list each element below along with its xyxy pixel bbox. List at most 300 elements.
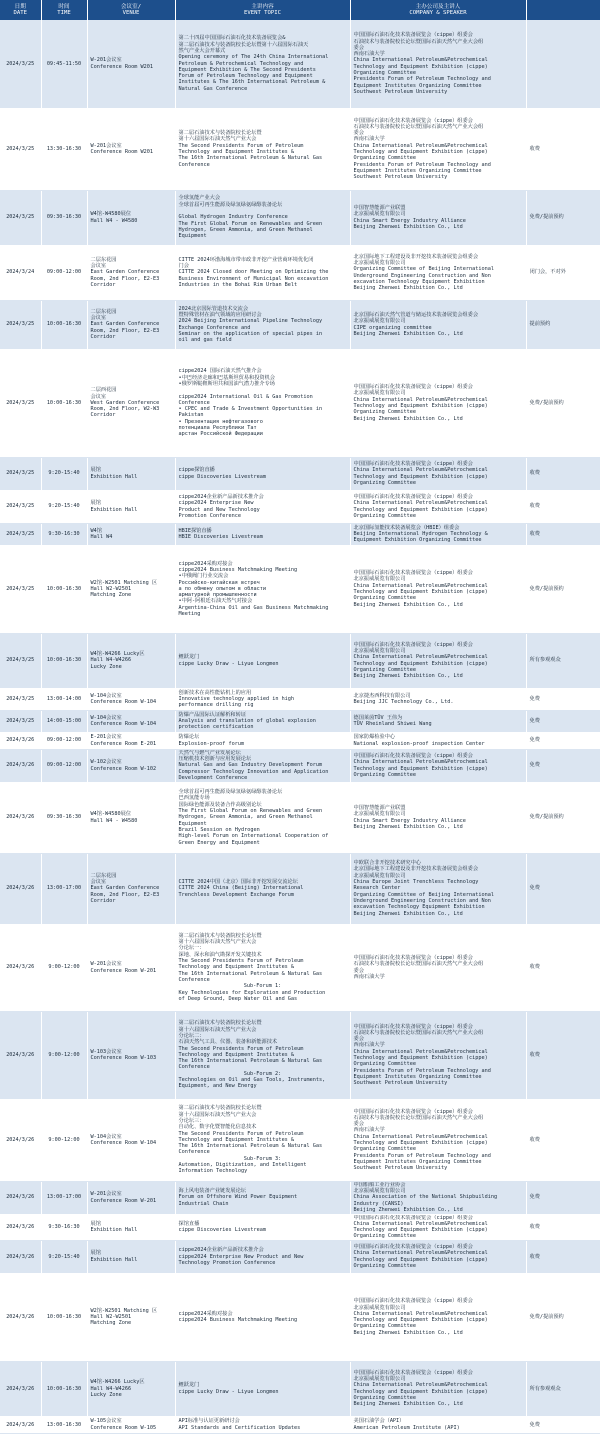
topic-line: Compressor Technology Innovation and Application [178,768,329,775]
topic-line: cippe2024 International Oil & Gas Promotion [178,393,313,400]
note-line: 免费/提前预约 [529,814,564,821]
venue-line: 会议室 [90,879,107,886]
table-row [0,545,600,633]
topic-line: 全球氢能产业大会 [178,195,221,202]
cell-time: 9:20-15:40 [41,1240,87,1273]
venue-line: Conference Room W-105 [90,1424,157,1431]
topic-line: Conference [178,976,210,983]
table-row [0,710,600,732]
topic-line: Equipment [178,233,207,240]
company-line: 中国国际石油石化技术装备展览会（cippe）组委会 [353,117,473,124]
company-line: China International Petroleum&Petrochemical [353,500,488,507]
company-line: Organizing Committee [353,512,416,519]
topic-line: Equipment Exhibition & The Second Presidents [178,66,316,73]
topic-line: cippe2024采购对接会 [178,560,233,567]
topic-line: CITTE 2024中国（北京）国际非开挖发展交流论坛 [178,879,298,886]
topic-line: of Deep Ground, Deep Water Oil and Gas [178,995,298,1002]
venue-line: Hall W4-W4266 [90,1385,132,1392]
company-line: China International Petroleum&Petrochemical [353,654,488,661]
note-line: 收费 [529,145,540,152]
note-line: 免费 [529,737,540,744]
topic-line: Green Energy and Equipment [178,839,260,846]
note-line: 收费 [529,530,540,537]
company-line: TÜV Rheinland Shiwei Wang [353,721,432,727]
note-line: 收费 [529,964,540,971]
topic-line: 压缩机技术创新与应用发展论坛 [178,756,252,763]
company-line: China International Petroleum&Petrochemical [353,582,488,589]
cell-date: 2024/3/25 [0,108,41,190]
table-row [0,1181,600,1214]
cell-note [526,1416,600,1433]
company-line: 中国国际石油石化技术装备展览会（cippe）组委会 [353,1244,473,1251]
topic-line: Argentina-China Oil and Gas Business Matchmaking [178,604,329,611]
cell-date: 2024/3/26 [0,1361,41,1416]
cell-venue [87,245,175,300]
venue-line: 展馆 [90,1220,101,1227]
topic-line: CITTE 2024 Closed door Meeting on Optimizing the [178,269,329,276]
cell-note [526,924,600,1011]
company-line: Industry (CANSI) [353,1200,404,1207]
topic-line: cippe2024采购对接会 [178,1310,233,1317]
company-line: 中国智慧能源产业联盟 [353,804,406,811]
venue-line: Hall W4 - W4580 [90,817,138,824]
topic-line: The Second Presidents Forum of Petroleum [178,1045,304,1052]
cell-date: 2024/3/25 [0,457,41,490]
topic-line: Conference [178,399,210,406]
company-line: Organizing Committee [353,1146,416,1153]
company-line: 北京国际地下工程建设及非开挖技术装备展览会组委会 [353,253,479,260]
topic-line: Forum of Petroleum Technology and Equipment [178,73,313,80]
cell-company [350,853,526,924]
company-line: 中国国际石油石化技术装备展览会（cippe）组委会 [353,570,473,577]
cell-time: 9:00-12:00 [41,1099,87,1181]
venue-line: Conference Room W-104 [90,699,157,705]
topic-line: Technology and Equipment Institutes & [178,149,295,155]
company-line: Technology and Equipment Exhibition (cippe) [353,1317,488,1324]
table-row [0,1416,600,1433]
company-line: 石油技术与装备院校长论坛暨国际石油天然气产业大会组 [353,1114,484,1121]
company-line: Underground Engineering Construction and Non [353,897,491,904]
company-line: 西南石油大学 [353,1042,385,1049]
venue-line: Exhibition Hall [90,1256,138,1263]
venue-line: Hall W2-W2501 [90,585,132,592]
venue-line: Room, 2nd Floor, E2-E3 [90,891,160,898]
cell-note [526,1214,600,1240]
venue-line: W-201会议室 [90,57,122,64]
venue-line: Exhibition Hall [90,1227,138,1234]
header-row [0,0,600,20]
cell-time: 13:30-16:30 [41,108,87,190]
cell-venue [87,523,175,545]
cell-topic [175,457,350,490]
table-row [0,1099,600,1181]
cell-note [526,782,600,853]
venue-line: Conference Room W201 [90,63,153,70]
company-line: 委会 [353,1036,364,1043]
company-line: 中国国际石油石化技术装备展览会（cippe）组委会 [353,493,473,500]
cell-company [350,108,526,190]
note-line: 免费 [529,885,540,892]
table-row [0,633,600,688]
header-topic: 主讲内容 EVENT TOPIC [175,0,350,20]
company-line: Organizing Committee [353,1394,416,1401]
venue-line: W4馆 [90,527,102,534]
topic-line: 防爆论坛 [178,734,200,741]
cell-venue [87,349,175,457]
company-line: Organizing Committee [353,595,416,602]
topic-line: 第二届石油技术与装备院校长论坛暨 [178,130,262,137]
venue-line: 展馆 [90,467,101,474]
table-row [0,349,600,457]
venue-line: East Garden Conference [90,885,160,892]
venue-line: Hall W4 [90,534,113,540]
topic-line: потенциала Республики Тат [178,425,257,432]
cell-topic [175,1011,350,1099]
company-line: 北京振威展览有限公司 [353,211,406,218]
cell-date: 2024/3/26 [0,732,41,749]
topic-line: Trenchless Development Exchange Forum [178,891,295,898]
venue-line: East Garden Conference [90,321,160,328]
company-line: Equipment Institutes Organizing Committee [353,1158,482,1165]
company-line: CIPE organizing committee [353,324,432,331]
company-line: Equipment Institutes Organizing Committee [353,82,482,89]
topic-line: 第十六届国际石油天然气产业大会 [178,1111,257,1118]
topic-line: 全球首届可再生能源及绿氢绿氨绿醇装备论坛 [178,789,283,796]
cell-time: 13:00-14:00 [41,688,87,710]
company-line: 北京振威展览有限公司 [353,576,406,583]
company-line: Southwest Petroleum University [353,174,448,181]
company-line: China International Petroleum&Petrochemical [353,1382,488,1389]
company-line: 中国国际石油石化技术装备展览会（cippe）组委会 [353,1108,473,1115]
topic-line: The 16th International Petroleum & Natural Gas [178,1058,323,1065]
topic-line: Conference [178,1149,210,1156]
venue-line: E-201会议室 [90,734,122,741]
schedule-body [0,20,600,1433]
topic-line: cippe2024企业新产品新技术推介会 [178,1247,264,1254]
topic-line: Technology and Equipment Institutes & [178,1136,295,1143]
topic-line: cippe2024 Enterprise New [178,500,254,507]
topic-line: 第十六届国际石油天然气产业大会 [178,1026,257,1033]
cell-time: 10:00-16:30 [41,1273,87,1361]
venue-line: East Garden Conference [90,269,160,276]
venue-line: Matching Zone [90,592,132,599]
venue-line: 会议室 [90,393,107,400]
cell-time: 09:30-16:30 [41,190,87,245]
topic-line: High-level Forum on International Cooperation of [178,833,329,840]
topic-line: The 16th International Petroleum & Natural Gas [178,970,323,977]
topic-line: 创新技术在高性能钻机上的应用 [178,689,252,696]
topic-line: 第二十四届中国国际石油石化技术装备展览会& [178,35,286,42]
topic-line: 探馆直播 [178,1220,200,1227]
topic-line: •中巴经济走廊和巴基斯坦贸易和投资机会 [178,374,275,381]
cell-note [526,349,600,457]
topic-line: HBIE Discoveries Livestream [178,534,263,540]
company-line: American Petroleum Institute (API) [353,1424,460,1431]
company-line: 石油技术与装备院校长论坛暨国际石油天然气产业大会组 [353,38,484,45]
topic-line: Sub-Forum 1: [243,983,282,990]
venue-line: Conference Room W-103 [90,1055,157,1061]
topic-line: The Second Presidents Forum of Petroleum [178,958,304,965]
company-line: Organizing Committee [353,1061,416,1068]
venue-line: Hall W4 - W4580 [90,217,138,224]
topic-line: Petroleum & Petrochemical Technology and [178,60,304,67]
company-line: China International Petroleum&Petrochemical [353,142,488,149]
cell-company [350,1181,526,1214]
company-line: 委会 [353,1121,364,1128]
topic-line: 鲤跃龙门 [178,654,200,661]
venue-line: 二层东花园 [90,256,117,263]
topic-line: Analysis and translation of global explosion [178,717,316,724]
cell-note [526,108,600,190]
topic-line: cippe Discoveries Livestream [178,473,266,480]
venue-line: W4馆-W4580展位 [90,811,132,818]
venue-line: 展馆 [90,500,101,507]
cell-topic [175,688,350,710]
cell-note [526,523,600,545]
company-line: Technology and Equipment Exhibition (cippe) [353,765,488,772]
cell-date: 2024/3/25 [0,349,41,457]
note-line: 收费 [529,1253,540,1260]
cell-venue [87,633,175,688]
topic-line: Explosion-proof forum [178,740,245,747]
company-line: excavation Technology Equipment Exhibition [353,904,485,911]
cell-time: 9:30-16:30 [41,523,87,545]
cell-topic [175,300,350,349]
cell-time: 9:00-12:00 [41,1011,87,1099]
topic-line: API Standards and Certification Updates [178,1424,301,1431]
venue-line: W2馆-W2501 Matching 区 [90,1307,158,1314]
cell-venue [87,749,175,782]
company-line: China International Petroleum&Petrochemical [353,759,488,766]
venue-line: W-102会议室 [90,759,122,766]
topic-line: The 16th International Petroleum & Natural Gas [178,155,323,162]
company-line: 委会 [353,130,364,137]
cell-venue [87,300,175,349]
topic-line: Meeting [178,611,201,618]
topic-line: арстан Российской Федерации [178,431,263,438]
cell-venue [87,853,175,924]
topic-line: Forum on Offshore Wind Power Equipment [178,1194,298,1201]
header-company: 主办公司及主讲人 COMPANY & SPEAKER [350,0,526,20]
company-line: 中国国际石油石化技术装备展览会（cippe）组委会 [353,460,473,467]
cell-date: 2024/3/25 [0,688,41,710]
cell-company [350,245,526,300]
topic-line: а по обмену опытом в области [178,585,266,592]
venue-line: Room, 2nd Floor, E2-E3 [90,327,160,334]
topic-line: 2024北京国际管道技术交流会 [178,305,249,312]
table-row [0,1240,600,1273]
cell-note [526,300,600,349]
company-line: Technology and Equipment Exhibition (cippe) [353,63,488,70]
venue-line: Conference Room W201 [90,149,153,155]
cell-venue [87,20,175,108]
topic-line: cippe Discoveries Livestream [178,1227,266,1234]
cell-topic [175,1273,350,1361]
cell-company [350,688,526,710]
company-line: Technology and Equipment Exhibition (cippe) [353,473,488,480]
cell-company [350,749,526,782]
header-date: 日期 DATE [0,0,41,20]
venue-line: Hall W2-W2501 [90,1314,132,1321]
company-line: China International Petroleum&Petrochemical [353,396,488,403]
cell-date: 2024/3/26 [0,1273,41,1361]
topic-line: 然气产业大会开幕式 [178,48,226,54]
cell-venue [87,1181,175,1214]
header-note [526,0,600,20]
topic-line: 第二届石油技术与装备院校长论坛暨第十六届国际石油天 [178,41,309,48]
topic-line: Hydrogen, Green Ammonia, and Green Methanol [178,226,313,233]
company-line: Beijing Zhenwei Exhibition Co., Ltd [353,910,463,917]
company-line: Beijing Zhenwei Exhibition Co., Ltd [353,330,463,337]
note-line: 免费/提前预约 [529,1314,564,1321]
cell-note [526,190,600,245]
table-row [0,688,600,710]
company-line: Organizing Committee [353,666,416,673]
topic-line: Natural Gas and Gas Industry Development Forum [178,762,323,769]
company-line: China International Petroleum&Petrochemical [353,1310,488,1317]
venue-line: Room, 2nd Floor, E2-E3 [90,275,160,282]
company-line: Presidents Forum of Petroleum Technology and [353,1152,491,1159]
venue-line: W2馆-W2501 Matching 区 [90,579,158,586]
note-line: 免费 [529,1421,540,1428]
company-line: excavation Technology Equipment Exhibition [353,278,485,285]
cell-time: 10:00-16:30 [41,1361,87,1416]
topic-line: Industrial Chain [178,1200,229,1207]
cell-venue [87,457,175,490]
cell-company [350,1273,526,1361]
topic-line: The Second Presidents Forum of Petroleum [178,142,304,149]
cell-date: 2024/3/25 [0,190,41,245]
company-line: Technology and Equipment Exhibition (cippe) [353,660,488,667]
topic-line: Industries in the Bohai Rim Urban Belt [178,281,298,288]
company-line: Organizing Committee [353,1262,416,1269]
cell-company [350,782,526,853]
cell-topic [175,523,350,545]
venue-line: Corridor [90,281,116,288]
cell-date: 2024/3/26 [0,749,41,782]
topic-line: The Second Presidents Forum of Petroleum [178,1130,304,1137]
company-line: 北京振威展览有限公司 [353,647,406,654]
cell-time: 09:00-12:00 [41,245,87,300]
cell-company [350,1361,526,1416]
cell-note [526,853,600,924]
company-line: Organizing Committee [353,1323,416,1330]
company-line: Technology and Equipment Exhibition (cippe) [353,1140,488,1146]
table-row [0,924,600,1011]
company-line: China International Petroleum&Petrochemical [353,1250,488,1257]
company-line: 美国石油学会（API） [353,1418,405,1425]
topic-line: Technology and Equipment Institutes & [178,1051,295,1058]
topic-line: HBIE探馆直播 [178,527,212,534]
cell-company [350,457,526,490]
topic-line: 第十六届国际石油天然气产业大会 [178,136,257,143]
cell-topic [175,108,350,190]
topic-line: Global Hydrogen Industry Conference [178,214,288,221]
cell-date: 2024/3/25 [0,710,41,732]
cell-venue [87,545,175,633]
company-line: Beijing Zhenwei Exhibition Co., Ltd [353,673,463,680]
cell-venue [87,782,175,853]
cell-company [350,490,526,523]
cell-date: 2024/3/26 [0,1214,41,1240]
company-line: Organizing Committee [353,70,416,77]
topic-line: Sub-Forum 2: [243,1070,282,1077]
cell-topic [175,732,350,749]
cell-venue [87,1011,175,1099]
company-line: Organizing Committee [353,771,416,778]
topic-line: 暨特殊管材在油气领域的应用研讨会 [178,311,262,318]
table-row [0,732,600,749]
cell-date: 2024/3/25 [0,523,41,545]
venue-line: Conference Room W-104 [90,1140,157,1146]
cell-venue [87,1099,175,1181]
topic-line: 石油天然气工具、仪器、装备和新能源技术 [178,1039,278,1046]
company-line: Beijing Zhenwei Exhibition Co., Ltd [353,601,463,608]
company-line: 北京振威展览有限公司 [353,811,406,818]
cell-note [526,1181,600,1214]
cell-date: 2024/3/26 [0,1181,41,1214]
venue-line: W4馆-W4266 Lucky区 [90,1379,145,1386]
company-line: Equipment Exhibition Organizing Committee [353,537,482,544]
cell-company [350,20,526,108]
company-line: 中国国际石油石化技术装备展览会（cippe）组委会 [353,1214,473,1221]
venue-line: Matching Zone [90,1320,132,1327]
topic-line: Equipment [178,820,207,827]
company-line: Equipment Institutes Organizing Committee [353,1073,482,1080]
cell-company [350,1011,526,1099]
cell-note [526,457,600,490]
venue-line: Exhibition Hall [90,473,138,480]
note-line: 免费 [529,717,540,724]
company-line: China Europe Joint Trenchless Technology [353,879,479,886]
topic-line: Technology and Equipment Institutes & [178,964,295,971]
topic-line: 海上风电装备产业链发展论坛 [178,1188,246,1195]
company-line: Beijing Zhenwei Exhibition Co., Ltd [353,823,463,830]
cell-topic [175,1416,350,1433]
company-line: 西南石油大学 [353,1127,385,1134]
cell-date: 2024/3/26 [0,1099,41,1181]
table-row [0,108,600,190]
topic-line: Promotion Conference [178,512,241,519]
company-line: Southwest Petroleum University [353,1080,448,1087]
venue-line: Room, 2nd Floor, W2-W3 [90,406,160,413]
topic-line: Conference [178,1064,210,1071]
company-line: 北京振威展览有限公司 [353,259,406,266]
cell-note [526,732,600,749]
topic-line: • CPEC and Trade & Investment Opportunities in [178,406,323,413]
venue-line: W-103会议室 [90,1048,122,1055]
note-line: 免费/提前预约 [529,399,564,406]
note-line: 免费 [529,695,540,702]
note-line: 免费 [529,1194,540,1201]
company-line: Beijing Zhenwei Exhibition Co., Ltd [353,223,463,230]
table-row [0,1011,600,1099]
venue-line: Corridor [90,333,116,340]
company-line: 北京振威展览有限公司 [353,1304,406,1311]
company-line: Beijing International Hydrogen Technology & [353,530,488,537]
topic-line: арматурной промышленности [178,592,257,599]
company-line: China Smart Energy Industry Alliance [353,217,466,224]
company-line: Technology and Equipment Exhibition (cippe) [353,1055,488,1061]
topic-line: 第二届石油技术与装备院校长论坛暨 [178,1105,262,1112]
cell-time: 9:20-15:40 [41,490,87,523]
company-line: 石油技术与装备院校长论坛暨国际石油天然气产业大会组 [353,961,484,968]
cell-note [526,20,600,108]
company-line: China Smart Energy Industry Alliance [353,817,466,824]
topic-line: Conference [178,161,210,168]
topic-line: 分论坛一： [178,945,205,952]
company-line: National explosion-proof inspection Center [353,740,485,747]
